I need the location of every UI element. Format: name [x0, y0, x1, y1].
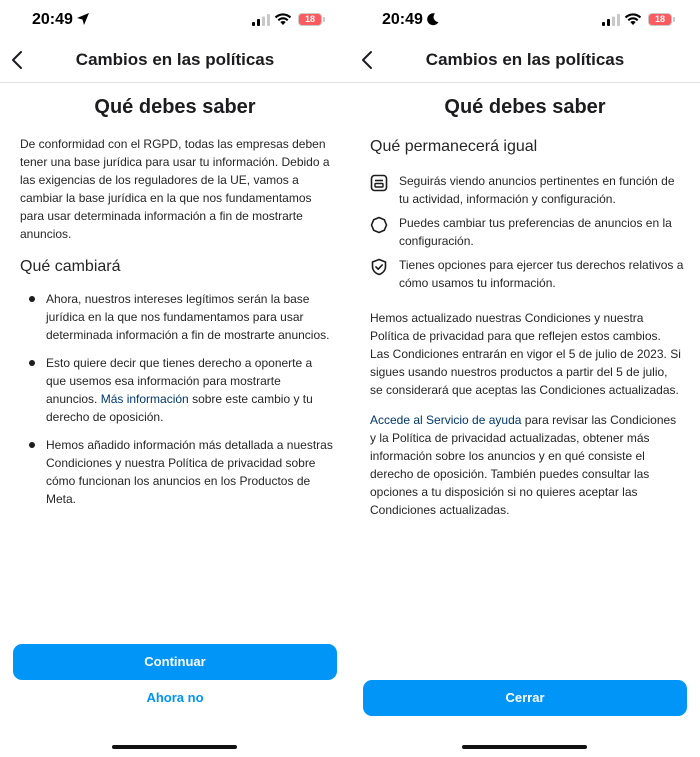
status-time: 20:49 [382, 11, 423, 28]
screen-right [350, 0, 700, 757]
section-heading: Qué debes saber [94, 96, 256, 118]
ad-panel-icon [370, 174, 388, 192]
info-text: Tienes opciones para ejercer tus derechos relativos a cómo usamos tu información. [399, 258, 684, 290]
list-item [20, 290, 335, 344]
section-heading: Qué debes saber [444, 96, 606, 118]
cellular-signal-icon [252, 14, 270, 26]
wifi-icon [624, 12, 642, 26]
bullet-dot [29, 360, 35, 366]
status-bar [0, 0, 350, 40]
list-item [20, 436, 335, 508]
what-changes-heading: Qué cambiará [20, 258, 121, 275]
home-indicator [112, 745, 237, 749]
location-arrow-icon [76, 12, 90, 26]
close-button[interactable]: Cerrar [363, 680, 687, 716]
moon-icon [426, 12, 440, 26]
settings-gear-icon [370, 216, 388, 234]
status-bar [350, 0, 700, 40]
page-title: Cambios en las políticas [75, 50, 275, 69]
list-item [20, 354, 335, 426]
continue-button[interactable]: Continuar [13, 644, 337, 680]
bullet-text: Ahora, nuestros intereses legítimos serán la base jurídica en la que nos fundamentamos para usar determinada información a fin de mostrarte anuncios. [46, 292, 330, 342]
bullet-dot [29, 296, 35, 302]
terms-update-paragraph: Hemos actualizado nuestras Condiciones y nuestra Política de privacidad para que reflejen estos cambios. Las Condiciones entrarán en vigor el 5 de julio de 2023. Si sigues usando nuestros productos a partir del 5 de julio, se considerará que aceptas las Condiciones actualizadas. [370, 311, 681, 397]
bullet-text: Hemos añadido información más detallada a nuestras Condiciones y nuestra Política de privacidad sobre cómo funcionan los anuncios en los Productos de Meta. [46, 438, 333, 506]
help-center-link[interactable]: Accede al Servicio de ayuda [370, 413, 522, 427]
bullet-list [20, 290, 335, 518]
home-indicator [462, 745, 587, 749]
navbar [350, 40, 700, 83]
wifi-icon [274, 12, 292, 26]
info-text: Seguirás viendo anuncios pertinentes en función de tu actividad, información y configuración. [399, 174, 675, 206]
battery-indicator: 18 [648, 13, 672, 26]
shield-check-icon [370, 258, 388, 276]
battery-indicator: 18 [298, 13, 322, 26]
bullet-dot [29, 442, 35, 448]
help-paragraph-text: para revisar las Condiciones y la Política de privacidad actualizadas, obtener más información sobre los anuncios y en qué consiste el derecho de oposición. También puedes consultar las opciones a tu disposición si no quieres aceptar las Condiciones actualizadas. [370, 413, 677, 517]
info-text: Puedes cambiar tus preferencias de anuncios en la configuración. [399, 216, 672, 248]
status-time: 20:49 [32, 11, 73, 28]
cellular-signal-icon [602, 14, 620, 26]
navbar [0, 40, 350, 83]
not-now-button[interactable]: Ahora no [146, 690, 204, 705]
bullet-text-start: Esto quiere decir que tienes derecho a oponerte a que usemos esa información para mostrarte anuncios. [46, 356, 313, 406]
help-paragraph [370, 411, 685, 519]
more-info-link[interactable]: Más información [100, 392, 189, 406]
page-title: Cambios en las políticas [425, 50, 625, 69]
intro-paragraph: De conformidad con el RGPD, todas las empresas deben tener una base jurídica para usar tu información. Debido a las exigencias de los reguladores de la UE, vamos a cambiar la base jurídica en la que nos fundamentamos para usar determinada información a fin de mostrarte anuncios. [20, 137, 330, 241]
what-stays-heading: Qué permanecerá igual [370, 138, 538, 155]
bullet-text-end: sobre este cambio y tu derecho de oposición. [46, 392, 313, 424]
